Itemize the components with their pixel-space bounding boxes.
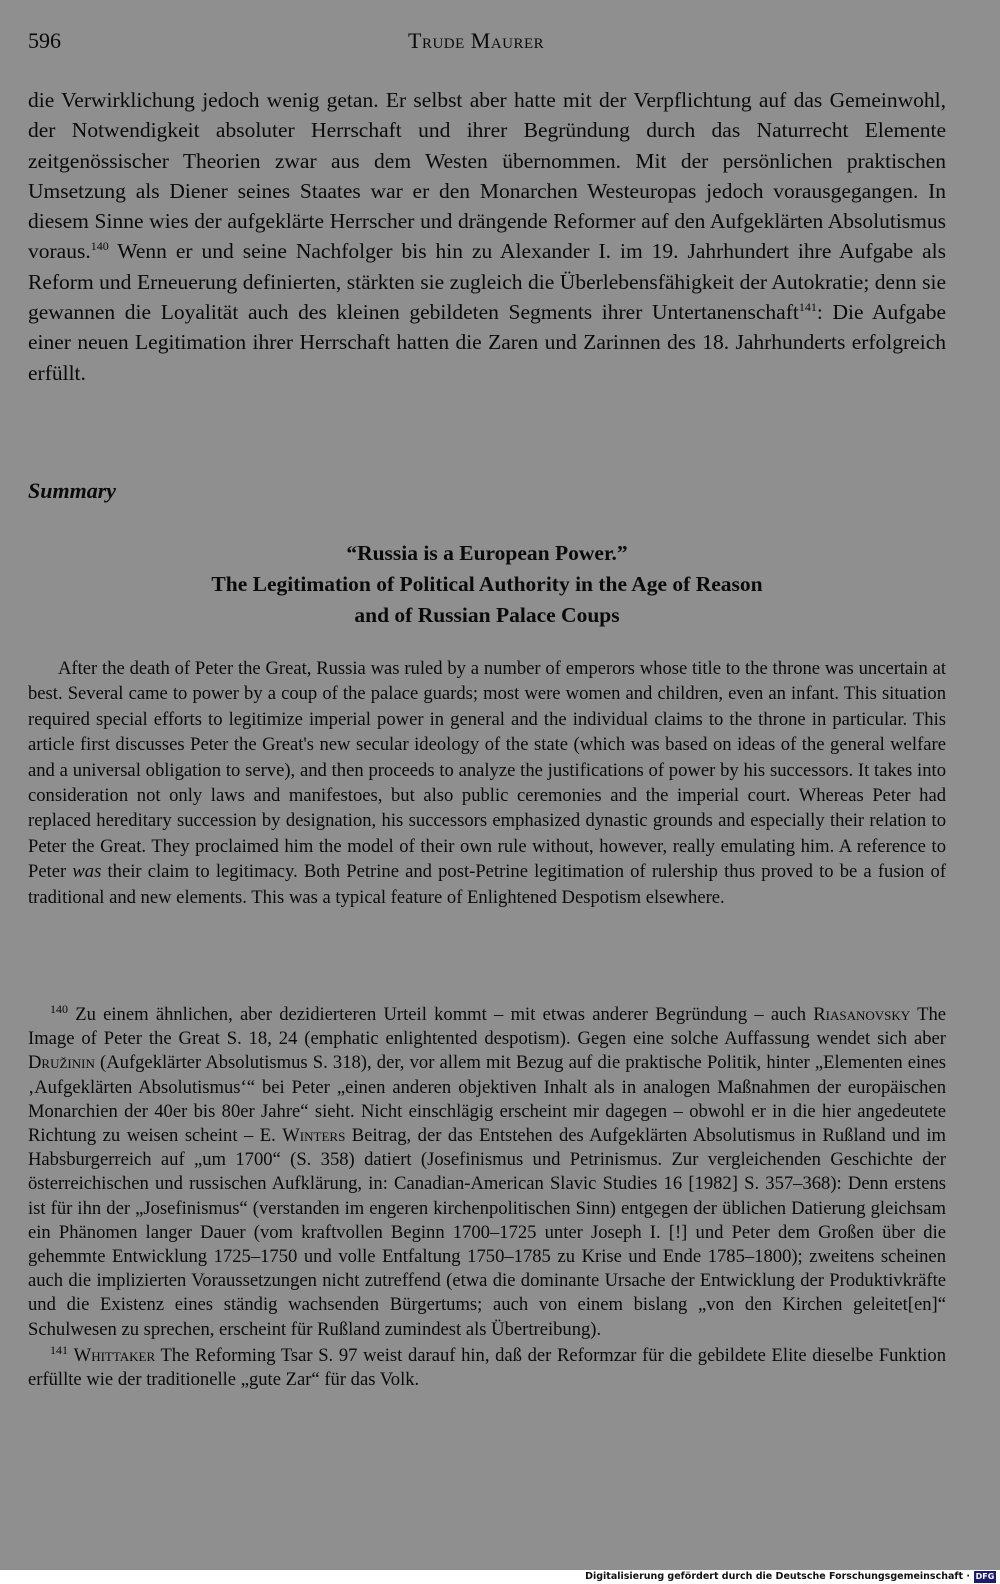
- body-text-part3: : Die Aufgabe einer neuen Legitimation ihrer Herrschaft hatten die Zaren und Zarinnen des 18. Jahrhunderts erfolgreich erfüllt.: [28, 300, 946, 385]
- summary-heading: Summary: [28, 478, 117, 503]
- footnote-text: (Aufgeklärter Absolutismus S. 318), der, vor allem mit Bezug auf die praktische Politik, hinter „Elementen eines ‚Aufgeklärten Absolutismus‘“ bei Peter „einen anderen objektiven Inhalt als in analogen Maßnahmen der europäischen Monarchien der 40er bis 80er Jahre“ sieht. Nicht einschlägig erscheint mir dagegen – obwohl er in die hier angedeutete Richtung zu weisen scheint – E.: [28, 1052, 946, 1147]
- abstract-text-part2: their claim to legitimacy. Both Petrine and post-Petrine legitimation of rulership thus proved to be a fusion of traditional and new elements. This was a typical feature of Enlightened Despotism elsewhere.: [28, 861, 947, 908]
- article-title-line-1: “Russia is a European Power.”: [346, 541, 628, 565]
- abstract-text-part1: After the death of Peter the Great, Russia was ruled by a number of emperors whose title to the throne was uncertain at best. Several came to power by a coup of the palace guards; most were women and children, even an infant. This situation required special efforts to legitimize imperial power in general and the individual claims to the throne in particular. This article first discusses Peter the Great's new secular ideology of the state (which was based on ideas of the general welfare and a universal obligation to serve), and then proceeds to analyze the justifications of power by his successors. It takes into consideration not only laws and manifestoes, but also public ceremonies and the imperial court. Whereas Peter had replaced hereditary succession by designation, his successors emphasized dynastic grounds and especially their relation to Peter the Great. They proclaimed him the model of their own rule without, however, really emulating him. A reference to Peter: [28, 658, 946, 883]
- body-paragraph: [28, 85, 946, 388]
- footnote-ref-141: 141: [798, 299, 817, 314]
- author-name: Družinin: [28, 1052, 95, 1074]
- dfg-logo: DFG: [975, 1572, 995, 1581]
- author-name: Riasanovsky: [813, 1004, 911, 1025]
- footnote-text: The Image of Peter the Great S. 18, 24 (emphatic enlightented despotism). Gegen eine solche Auffassung wendet sich aber: [28, 1004, 946, 1050]
- footnote-text: Zu einem ähnlichen, aber dezidierteren Urteil kommt – mit etwas anderer Begründung – auch: [68, 1004, 814, 1025]
- author-name: Winters: [282, 1125, 346, 1147]
- footnote-text: The Reforming Tsar S. 97 weist darauf hin, daß der Reformzar für die gebildete Elite dieselbe Funktion erfüllte wie der traditionelle „gute Zar“ für das Volk.: [28, 1344, 946, 1391]
- article-title: [28, 538, 946, 631]
- page-number: 596: [28, 28, 61, 53]
- footnote-number: 140: [50, 1001, 68, 1016]
- abstract-paragraph: [28, 656, 946, 910]
- running-title: Trude Maurer: [408, 28, 545, 53]
- article-title-line-3: and of Russian Palace Coups: [354, 603, 620, 627]
- footnote-text: Beitrag, der das Entstehen des Aufgeklärten Absolutismus in Rußland und im Habsburgerreich auf „um 1700“ (S. 358) datiert (Josefinismus und Petrinismus. Zur vergleichenden Geschichte der österreichischen und russischen Aufklärung, in: Canadian-American Slavic Studies 16 [1982] S. 357–368): Denn erstens ist für ihn der „Josefinismus“ (verstanden im engeren kirchenpolitischen Sinn) entgegen der üblichen Datierung gleichsam ein Phänomen langer Dauer (vom kraftvollen Beginn 1700–1725 unter Joseph I. [!] und Peter dem Großen über die gehemmte Entwicklung 1725–1750 und volle Entfaltung 1750–1785 zu Krise und Ende 1785–1800); zweitens scheinen auch die implizierten Voraussetzungen nicht zutreffend (etwa die dominante Ursache der Entwicklung der Produktivkräfte und die Existenz eines ständig wachsenden Bürgertums; auch von einem bislang „von den Kirchen geleitet[en]“ Schulwesen zu sprechen, erscheint für Rußland zumindest als Übertreibung).: [28, 1125, 946, 1340]
- footnote-ref-140: 140: [90, 239, 109, 254]
- digitization-credit: Digitalisierung gefördert durch die Deutsche Forschungsgemeinschaft ·: [585, 1571, 970, 1582]
- footnotes: [28, 1003, 946, 1394]
- article-title-line-2: The Legitimation of Political Authority in the Age of Reason: [211, 572, 763, 596]
- footnote-140: [28, 1003, 946, 1342]
- running-head: [28, 28, 952, 58]
- abstract-emphasis: was: [72, 861, 102, 883]
- author-name: Whittaker: [73, 1344, 156, 1366]
- body-text-part2: Wenn er und seine Nachfolger bis hin zu Alexander I. im 19. Jahrhundert ihre Aufgabe als Reform und Erneuerung definierten, stärkten sie zugleich die Überlebensfähigkeit der Autokratie; denn sie gewannen die Loyalität auch des kleinen gebildeten Segments ihrer Untertanenschaft: [28, 239, 946, 325]
- body-text-part1: die Verwirklichung jedoch wenig getan. Er selbst aber hatte mit der Verpflichtung auf das Gemeinwohl, der Notwendigkeit absoluter Herrschaft und ihrer Begründung durch das Naturrecht Elemente zeitgenössischer Theorien zwar aus dem Westen übernommen. Mit der persönlichen praktischen Umsetzung als Diener seines Staates war er den Monarchen Westeuropas jedoch vorausgegangen. In diesem Sinne wies der aufgeklärte Herrscher und drängende Reformer auf den Aufgeklärten Absolutismus voraus.: [28, 88, 946, 264]
- footnote-141: [28, 1344, 946, 1392]
- footnote-number: 141: [50, 1342, 68, 1357]
